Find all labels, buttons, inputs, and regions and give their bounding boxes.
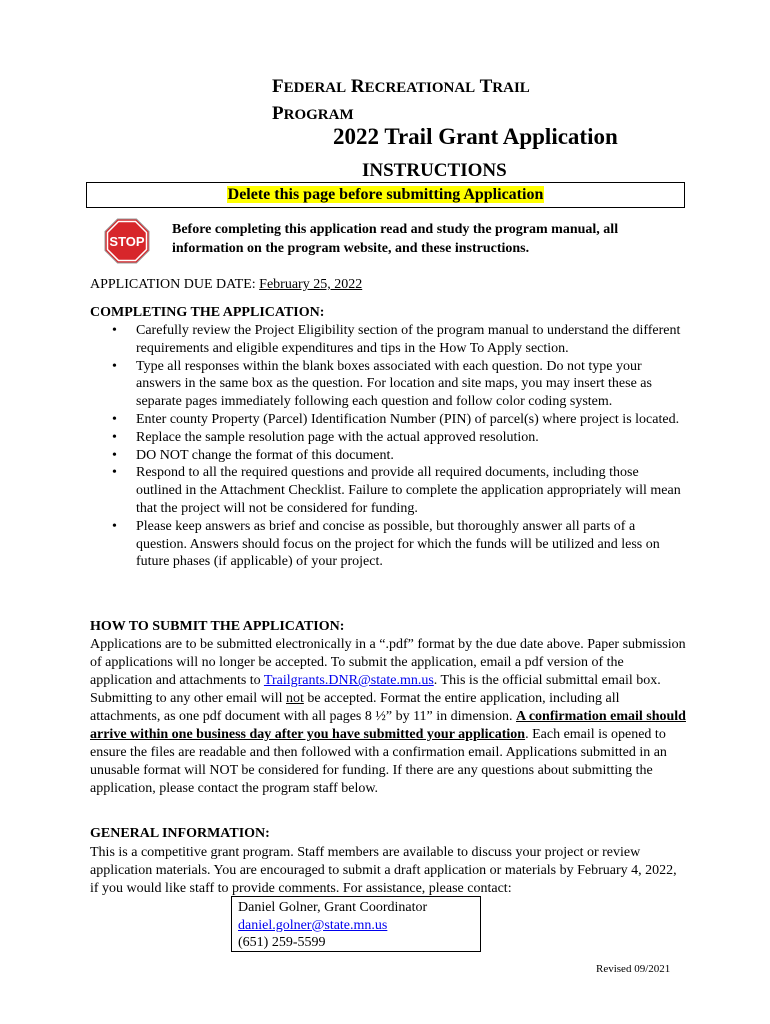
general-paragraph: This is a competitive grant program. Staff members are available to discuss your project or review application materials. You are encouraged to submit a draft application or materials by February 4, 2022, if you would like staff to provide comments. For assistance, please contact: — [90, 845, 677, 896]
due-date-label: APPLICATION DUE DATE: — [90, 277, 256, 292]
submit-paragraph: Applications are to be submitted electronically in a “.pdf” format by the due date above. Paper submission of applications will no longer be accepted. To submit the application, email a pdf version of the application and attachments to Trailgrants.DNR@state.mn.us. This is the official submittal email box. Submitting to any other email will not be accepted. Format the entire application, including all attachments, as one pdf document with all pages 8 ½” by 11” in dimension. A confirmation email should arrive within one business day after you have submitted your application. Each email is opened to ensure the files are readable and then followed with a confirmation email. Applications submitted in an unusable format will NOT be considered for funding. If there are any questions about submitting the application, please contact the program staff below. — [90, 637, 686, 796]
list-item: • Replace the sample resolution page with the actual approved resolution. — [112, 429, 684, 447]
instructions-heading: INSTRUCTIONS — [362, 160, 507, 181]
application-subtitle: 2022 Trail Grant Application — [333, 124, 618, 149]
stop-sign-icon — [104, 218, 150, 264]
list-item: • Respond to all the required questions and provide all required documents, including those outlined in the Attachment Checklist. Failure to complete the application appropriately will mean that the project will not be considered for funding. — [112, 464, 684, 517]
program-title: FEDERAL RECREATIONAL TRAIL PROGRAM — [272, 76, 530, 124]
contact-email-link[interactable]: daniel.golner@state.mn.us — [238, 917, 388, 933]
list-item: • DO NOT change the format of this document. — [112, 447, 684, 465]
delete-notice-box — [86, 182, 685, 208]
due-date-value: February 25, 2022 — [259, 277, 363, 292]
revised-date: Revised 09/2021 — [596, 963, 671, 975]
list-item: • Enter county Property (Parcel) Identification Number (PIN) of parcel(s) where project is located. — [112, 411, 684, 429]
submit-heading: HOW TO SUBMIT THE APPLICATION: — [90, 619, 345, 634]
due-date-line — [90, 277, 362, 293]
stop-sign-label: STOP — [109, 234, 145, 249]
general-heading: GENERAL INFORMATION: — [90, 826, 270, 841]
delete-notice-text: Delete this page before submitting Application — [227, 186, 544, 203]
confirmation-note: A confirmation email should arrive within one business day after you have submitted your application — [90, 709, 686, 742]
list-item: • Carefully review the Project Eligibility section of the program manual to understand the different requirements and eligible expenditures and tips in the How To Apply section. — [112, 322, 684, 358]
contact-name: Daniel Golner, Grant Coordinator — [238, 900, 428, 915]
list-item: • Please keep answers as brief and concise as possible, but thoroughly answer all parts of a question. Answers should focus on the project for which the funds will be utilized and less on future phases (if applicable) of your project. — [112, 518, 684, 571]
contact-box — [231, 896, 481, 952]
trailgrants-email-link[interactable]: Trailgrants.DNR@state.mn.us — [263, 673, 434, 688]
contact-phone: (651) 259-5599 — [238, 935, 326, 950]
completing-list — [112, 322, 684, 571]
completing-heading: COMPLETING THE APPLICATION: — [90, 305, 325, 320]
pre-read-warning: Before completing this application read and study the program manual, all information on the program website, and these instructions. — [172, 222, 619, 256]
list-item: • Type all responses within the blank boxes associated with each question. Do not type your answers in the same box as the question. For location and site maps, you may insert these as separate pages immediately following each question and follow color coding system. — [112, 358, 684, 411]
